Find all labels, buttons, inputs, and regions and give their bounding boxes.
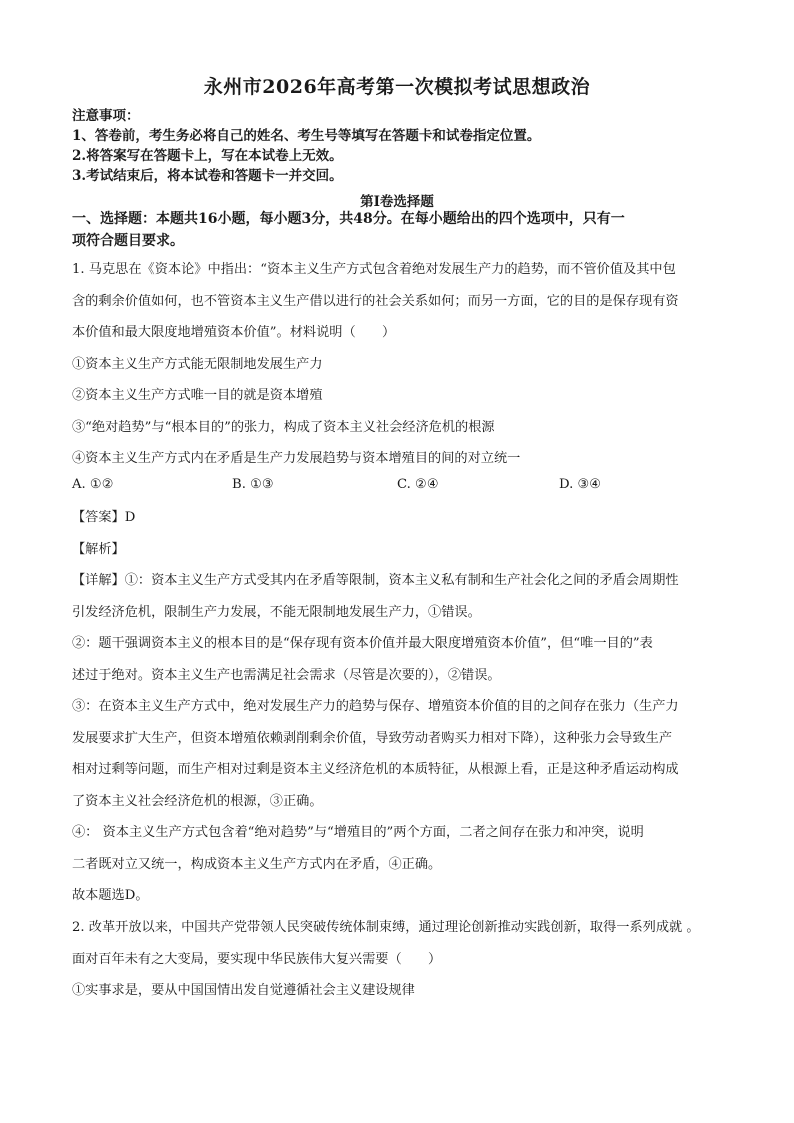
question-2-stem — [72, 912, 724, 1007]
explanation-line: ②：题干强调资本主义的根本目的是“保存现有资本价值并最大限度增殖资本价值”，但“唯一目的”表 — [72, 636, 653, 651]
section-instruction — [72, 208, 726, 252]
notice-item: 3.考试结束后，将本试卷和答题卡一并交回。 — [72, 168, 343, 184]
stem-line: 含的剩余价值如何，也不管资本主义生产借以进行的社会关系如何；而另一方面，它的目的是保存现有资 — [72, 293, 679, 309]
notice-item: 2.将答案写在答题卡上，写在本试卷上无效。 — [72, 148, 343, 164]
explanation-line: 述过于绝对。资本主义生产也需满足社会需求（尽管是次要的），②错误。 — [72, 667, 501, 683]
stem-line: 本价值和最大限度地增殖资本价值”。材料说明（ ） — [72, 325, 396, 340]
stem-line: 1. 马克思在《资本论》中指出：“资本主义生产方式包含着绝对发展生产力的趋势，而不管价值及其中包 — [72, 262, 676, 277]
statement-4: ④资本主义生产方式内在矛盾是生产力发展趋势与资本增殖目的间的对立统一 — [72, 451, 521, 466]
option-a: A. ①② — [72, 477, 114, 492]
explanation-line: 故本题选D。 — [72, 888, 149, 903]
notice-heading: 注意事项： — [72, 108, 140, 124]
statement-3: ③“绝对趋势”与“根本目的”的张力，构成了资本主义社会经济危机的根源 — [72, 419, 495, 435]
explanation-line: ④： 资本主义生产方式包含着“绝对趋势”与“增殖目的”两个方面，二者之间存在张力和冲突，说明 — [72, 825, 644, 840]
option-c: C. ②④ — [397, 477, 439, 492]
question-1-stem — [72, 254, 724, 475]
option-d: D. ③④ — [559, 477, 602, 492]
stem-line: 面对百年未有之大变局，要实现中华民族伟大复兴需要（ ） — [72, 951, 442, 967]
page-title: 永州市2026年高考第一次模拟考试思想政治 — [203, 76, 591, 98]
instruction-line: 项符合题目要求。 — [72, 233, 184, 249]
question-1-options — [72, 477, 724, 499]
statement-1: ①资本主义生产方式能无限制地发展生产力 — [72, 356, 323, 372]
notice-block — [72, 106, 732, 186]
stem-line: 2. 改革开放以来，中国共产党带领人民突破传统体制束缚，通过理论创新推动实践创新，取得一系列成就 。 — [72, 920, 700, 935]
section-title: 第Ⅰ卷选择题 — [360, 194, 434, 210]
option-b: B. ①③ — [232, 477, 274, 492]
explanation-line: 发展要求扩大生产，但资本增殖依赖剥削剩余价值，导致劳动者购买力相对下降），这种张力会导致生产 — [72, 730, 673, 746]
explanation-line: 【详解】①：资本主义生产方式受其内在矛盾等限制，资本主义私有制和生产社会化之间的矛盾会周期性 — [72, 573, 679, 588]
statement-2: ②资本主义生产方式唯一目的就是资本增殖 — [72, 388, 323, 403]
explanation-line: 了资本主义社会经济危机的根源，③正确。 — [72, 793, 323, 809]
analysis-label: 【解析】 — [72, 541, 125, 557]
notice-item: 1、答卷前，考生务必将自己的姓名、考生号等填写在答题卡和试卷指定位置。 — [72, 128, 541, 144]
explanation-line: ③：在资本主义生产方式中，绝对发展生产力的趋势与保存、增殖资本价值的目的之间存在张力（生产力 — [72, 699, 679, 714]
question-1-solution — [72, 502, 724, 912]
answer-label: 【答案】D — [72, 510, 136, 525]
explanation-line: 相对过剩等问题，而生产相对过剩是资本主义经济危机的本质特征，从根源上看，正是这种矛盾运动构成 — [72, 762, 679, 777]
explanation-line: 引发经济危机，限制生产力发展，不能无限制地发展生产力，①错误。 — [72, 604, 481, 620]
instruction-line: 一、选择题：本题共16小题，每小题3分，共48分。在每小题给出的四个选项中，只有一 — [72, 211, 625, 227]
explanation-line: 二者既对立又统一，构成资本主义生产方式内在矛盾，④正确。 — [72, 856, 442, 872]
statement-1: ①实事求是，要从中国国情出发自觉遵循社会主义建设规律 — [72, 983, 415, 998]
